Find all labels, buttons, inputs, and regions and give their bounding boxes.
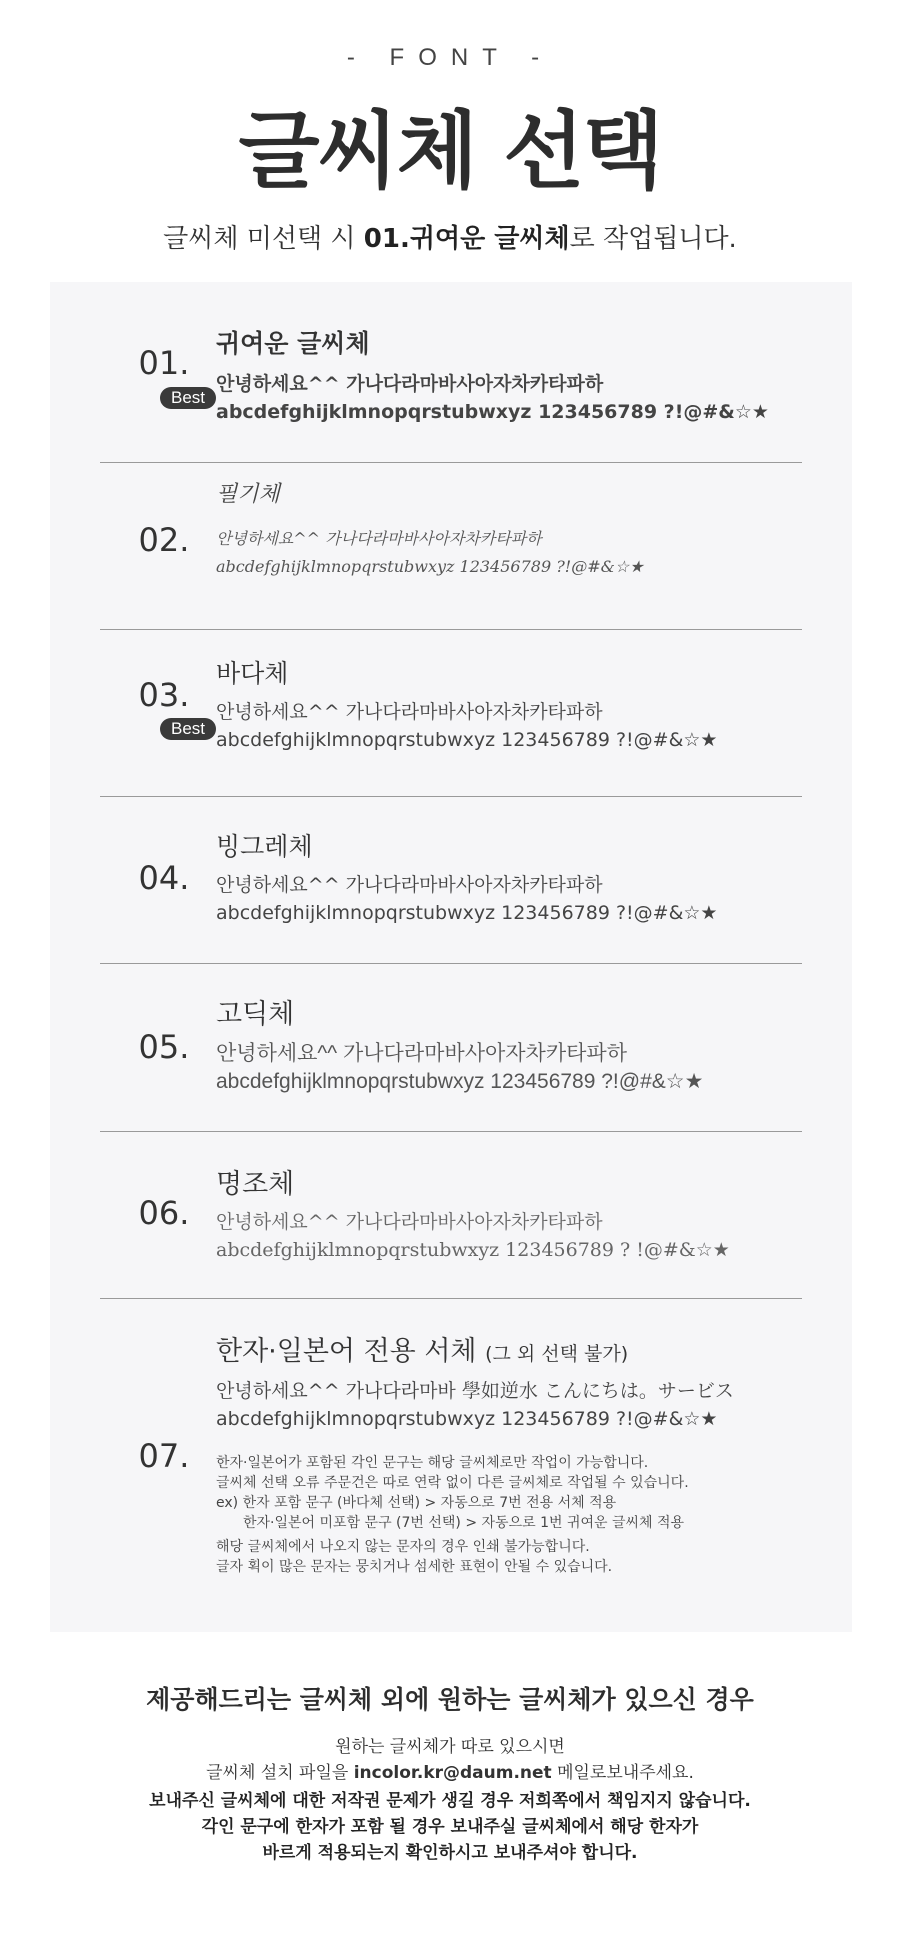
font-option-01[interactable] — [100, 282, 802, 462]
font-sample-latin: abcdefghijklmnopqrstubwxyz 123456789 ?!@#&☆★ — [216, 1408, 718, 1430]
font-name: 명조체 — [216, 1169, 295, 1200]
font-note: ex) 한자 포함 문구 (바다체 선택) > 자동으로 7번 전용 서체 적용 — [216, 1495, 617, 1511]
hanja-warning: 바르게 적용되는지 확인하시고 보내주셔야 합니다. — [262, 1843, 638, 1863]
font-sample-korean: 안녕하세요^^ 가나다라마바사아자차카타파하 — [216, 874, 603, 896]
font-name — [216, 1329, 628, 1368]
font-sample-latin: abcdefghijklmnopqrstubwxyz 123456789 ?!@#&☆★ — [216, 401, 769, 423]
subtitle-suffix: 로 작업됩니다. — [569, 224, 737, 254]
best-badge: Best — [160, 718, 216, 740]
font-options-panel — [50, 282, 852, 1632]
font-option-02[interactable] — [100, 463, 802, 629]
best-badge: Best — [160, 387, 216, 409]
font-name-note: (그 외 선택 불가) — [485, 1343, 629, 1365]
font-option-04[interactable] — [100, 797, 802, 963]
section-eyebrow: - FONT - — [346, 44, 554, 71]
email-prefix: 글씨체 설치 파일을 — [206, 1763, 354, 1783]
font-sample-latin: abcdefghijklmnopqrstubwxyz 123456789 ?!@#&☆★ — [216, 902, 718, 924]
hanja-warning: 각인 문구에 한자가 포함 될 경우 보내주실 글씨체에서 해당 한자가 — [201, 1817, 699, 1837]
font-note: 해당 글씨체에서 나오지 않는 문자의 경우 인쇄 불가능합니다. — [216, 1539, 590, 1555]
font-sample-latin: abcdefghijklmnopqrstubwxyz 123456789 ?!@#&☆★ — [216, 1070, 704, 1093]
font-name: 고딕체 — [216, 999, 295, 1030]
font-number: 03. — [138, 676, 190, 714]
font-number: 07. — [138, 1437, 190, 1475]
font-number: 02. — [138, 521, 190, 559]
subtitle-prefix: 글씨체 미선택 시 — [163, 224, 364, 254]
font-option-07[interactable] — [100, 1299, 802, 1629]
font-name: 바다체 — [216, 659, 289, 688]
font-note: 글자 획이 많은 문자는 뭉치거나 섬세한 표현이 안될 수 있습니다. — [216, 1559, 613, 1575]
font-name-main: 한자·일본어 전용 서체 — [216, 1336, 477, 1367]
subtitle-default-font: 01.귀여운 글씨체 — [363, 224, 570, 254]
font-sample-korean: 안녕하세요^^ 가나다라마바사아자차카타파하 — [216, 1211, 603, 1233]
font-option-05[interactable] — [100, 964, 802, 1131]
font-sample-korean: 안녕하세요^^ 가나다라마바사아자차카타파하 — [216, 701, 603, 723]
font-sample-korean: 안녕하세요^^ 가나다라마바사아자차카타파하 — [216, 529, 542, 548]
custom-font-title: 제공해드리는 글씨체 외에 원하는 글씨체가 있으신 경우 — [146, 1685, 754, 1714]
font-name: 귀여운 글씨체 — [216, 329, 370, 358]
custom-font-line — [0, 1758, 900, 1783]
font-number: 06. — [138, 1194, 190, 1232]
font-number: 04. — [138, 859, 190, 897]
font-number: 05. — [138, 1028, 190, 1066]
font-number: 01. — [138, 344, 190, 382]
font-sample-latin: abcdefghijklmnopqrstubwxyz 123456789 ?!@#&☆★ — [216, 729, 718, 751]
font-sample-korean: 안녕하세요^^ 가나다라마바사아자차카타파하 — [216, 373, 604, 395]
page-title: 글씨체 선택 — [238, 102, 662, 200]
font-sample-latin: abcdefghijklmnopqrstubwxyz 123456789 ? !@#&☆★ — [216, 1239, 730, 1261]
font-note: 한자·일본어 미포함 문구 (7번 선택) > 자동으로 1번 귀여운 글씨체 적용 — [243, 1515, 685, 1531]
custom-font-line: 원하는 글씨체가 따로 있으시면 — [335, 1737, 565, 1757]
font-sample-korean: 안녕하세요^^ 가나다라마바 學如逆水 こんにちは。サービス — [216, 1380, 734, 1402]
font-option-03[interactable] — [100, 630, 802, 796]
font-name: 빙그레체 — [216, 832, 313, 861]
email-suffix: 메일로보내주세요. — [551, 1763, 694, 1783]
contact-email[interactable]: incolor.kr@daum.net — [353, 1763, 552, 1783]
font-name: 필기체 — [216, 482, 280, 507]
font-sample-korean: 안녕하세요^^ 가나다라마바사아자차카타파하 — [216, 1042, 627, 1065]
font-note: 한자·일본어가 포함된 각인 문구는 해당 글씨체로만 작업이 가능합니다. — [216, 1455, 649, 1471]
font-sample-latin: abcdefghijklmnopqrstubwxyz 123456789 ?!@#&☆★ — [216, 557, 644, 576]
font-note: 글씨체 선택 오류 주문건은 따로 연락 없이 다른 글씨체로 작업될 수 있습니다. — [216, 1475, 689, 1491]
page-subtitle — [0, 218, 900, 255]
font-option-06[interactable] — [100, 1132, 802, 1298]
copyright-warning: 보내주신 글씨체에 대한 저작권 문제가 생길 경우 저희쪽에서 책임지지 않습니다. — [149, 1791, 751, 1811]
